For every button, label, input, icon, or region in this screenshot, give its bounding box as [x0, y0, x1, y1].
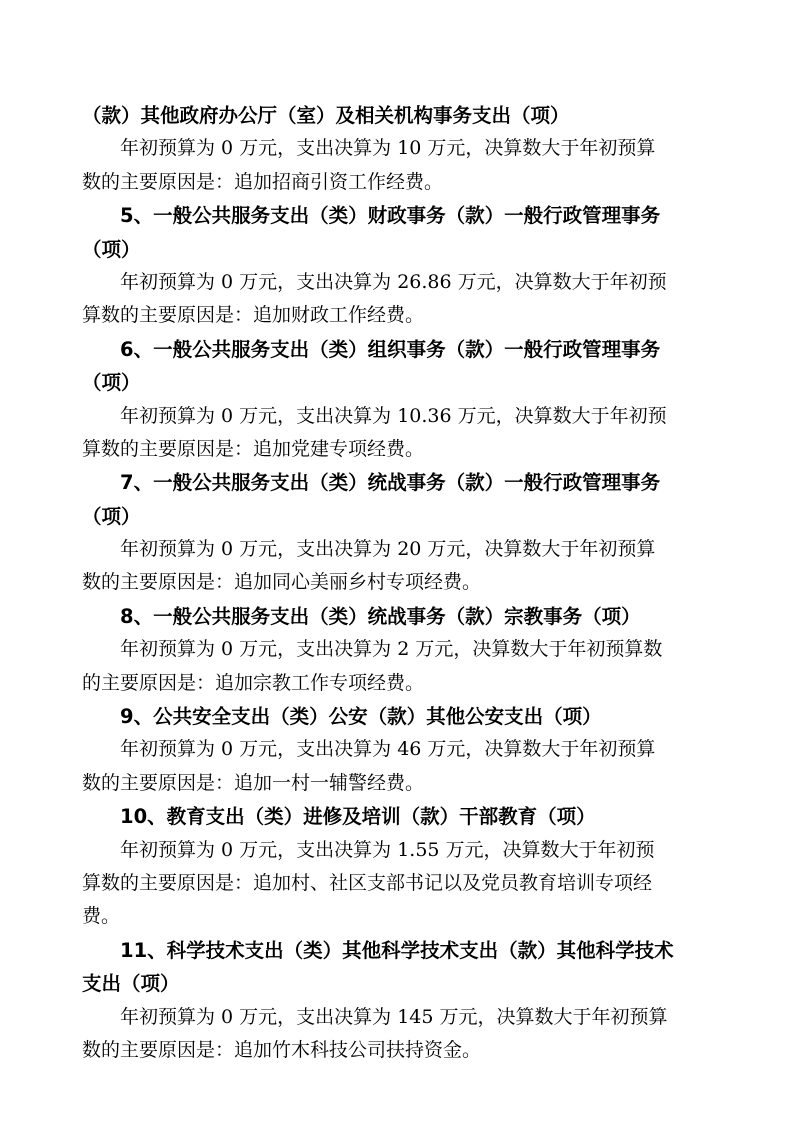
paragraph-line: 费。	[82, 905, 121, 928]
paragraph-line: 年初预算为 0 万元，支出决算为 20 万元，决算数大于年初预算	[120, 538, 656, 561]
section-heading-5-cont: （项）	[82, 237, 141, 261]
section-heading-9: 9、公共安全支出（类）公安（款）其他公安支出（项）	[120, 705, 602, 729]
section-heading-7-cont: （项）	[82, 504, 141, 528]
paragraph-line: 数的主要原因是：追加一村一辅警经费。	[82, 771, 425, 794]
paragraph-line: 年初预算为 0 万元，支出决算为 10 万元，决算数大于年初预算	[120, 137, 656, 160]
paragraph-line: 年初预算为 0 万元，支出决算为 145 万元，决算数大于年初预算	[120, 1005, 668, 1028]
section-heading-8: 8、一般公共服务支出（类）统战事务（款）宗教事务（项）	[120, 604, 641, 628]
paragraph-line: 年初预算为 0 万元，支出决算为 2 万元，决算数大于年初预算数	[120, 638, 663, 661]
paragraph-line: 年初预算为 0 万元，支出决算为 1.55 万元，决算数大于年初预	[120, 838, 655, 861]
section-heading-7: 7、一般公共服务支出（类）统战事务（款）一般行政管理事务	[120, 471, 661, 495]
paragraph-line: 年初预算为 0 万元，支出决算为 46 万元，决算数大于年初预算	[120, 738, 656, 761]
paragraph-line: 年初预算为 0 万元，支出决算为 26.86 万元，决算数大于年初预	[120, 270, 667, 293]
paragraph-line: 年初预算为 0 万元，支出决算为 10.36 万元，决算数大于年初预	[120, 404, 667, 427]
document-body	[82, 99, 722, 1067]
section-heading-11: 11、科学技术支出（类）其他科学技术支出（款）其他科学技术	[120, 938, 674, 962]
section-heading-5: 5、一般公共服务支出（类）财政事务（款）一般行政管理事务	[120, 204, 661, 228]
section-heading-6: 6、一般公共服务支出（类）组织事务（款）一般行政管理事务	[120, 337, 661, 361]
section-heading-10: 10、教育支出（类）进修及培训（款）干部教育（项）	[120, 805, 596, 829]
paragraph-line: 的主要原因是：追加宗教工作专项经费。	[82, 671, 425, 694]
paragraph-line: 数的主要原因是：追加同心美丽乡村专项经费。	[82, 571, 482, 594]
section-heading-6-cont: （项）	[82, 371, 141, 395]
paragraph-line: 算数的主要原因是：追加村、社区支部书记以及党员教育培训专项经	[82, 871, 653, 894]
section-heading-11-cont: 支出（项）	[82, 972, 180, 996]
paragraph-line: 数的主要原因是：追加竹木科技公司扶持资金。	[82, 1038, 482, 1061]
section-heading-continued: （款）其他政府办公厅（室）及相关机构事务支出（项）	[82, 104, 570, 127]
paragraph-line: 算数的主要原因是：追加财政工作经费。	[82, 304, 425, 327]
paragraph-line: 数的主要原因是：追加招商引资工作经费。	[82, 170, 444, 193]
paragraph-line: 算数的主要原因是：追加党建专项经费。	[82, 437, 425, 460]
